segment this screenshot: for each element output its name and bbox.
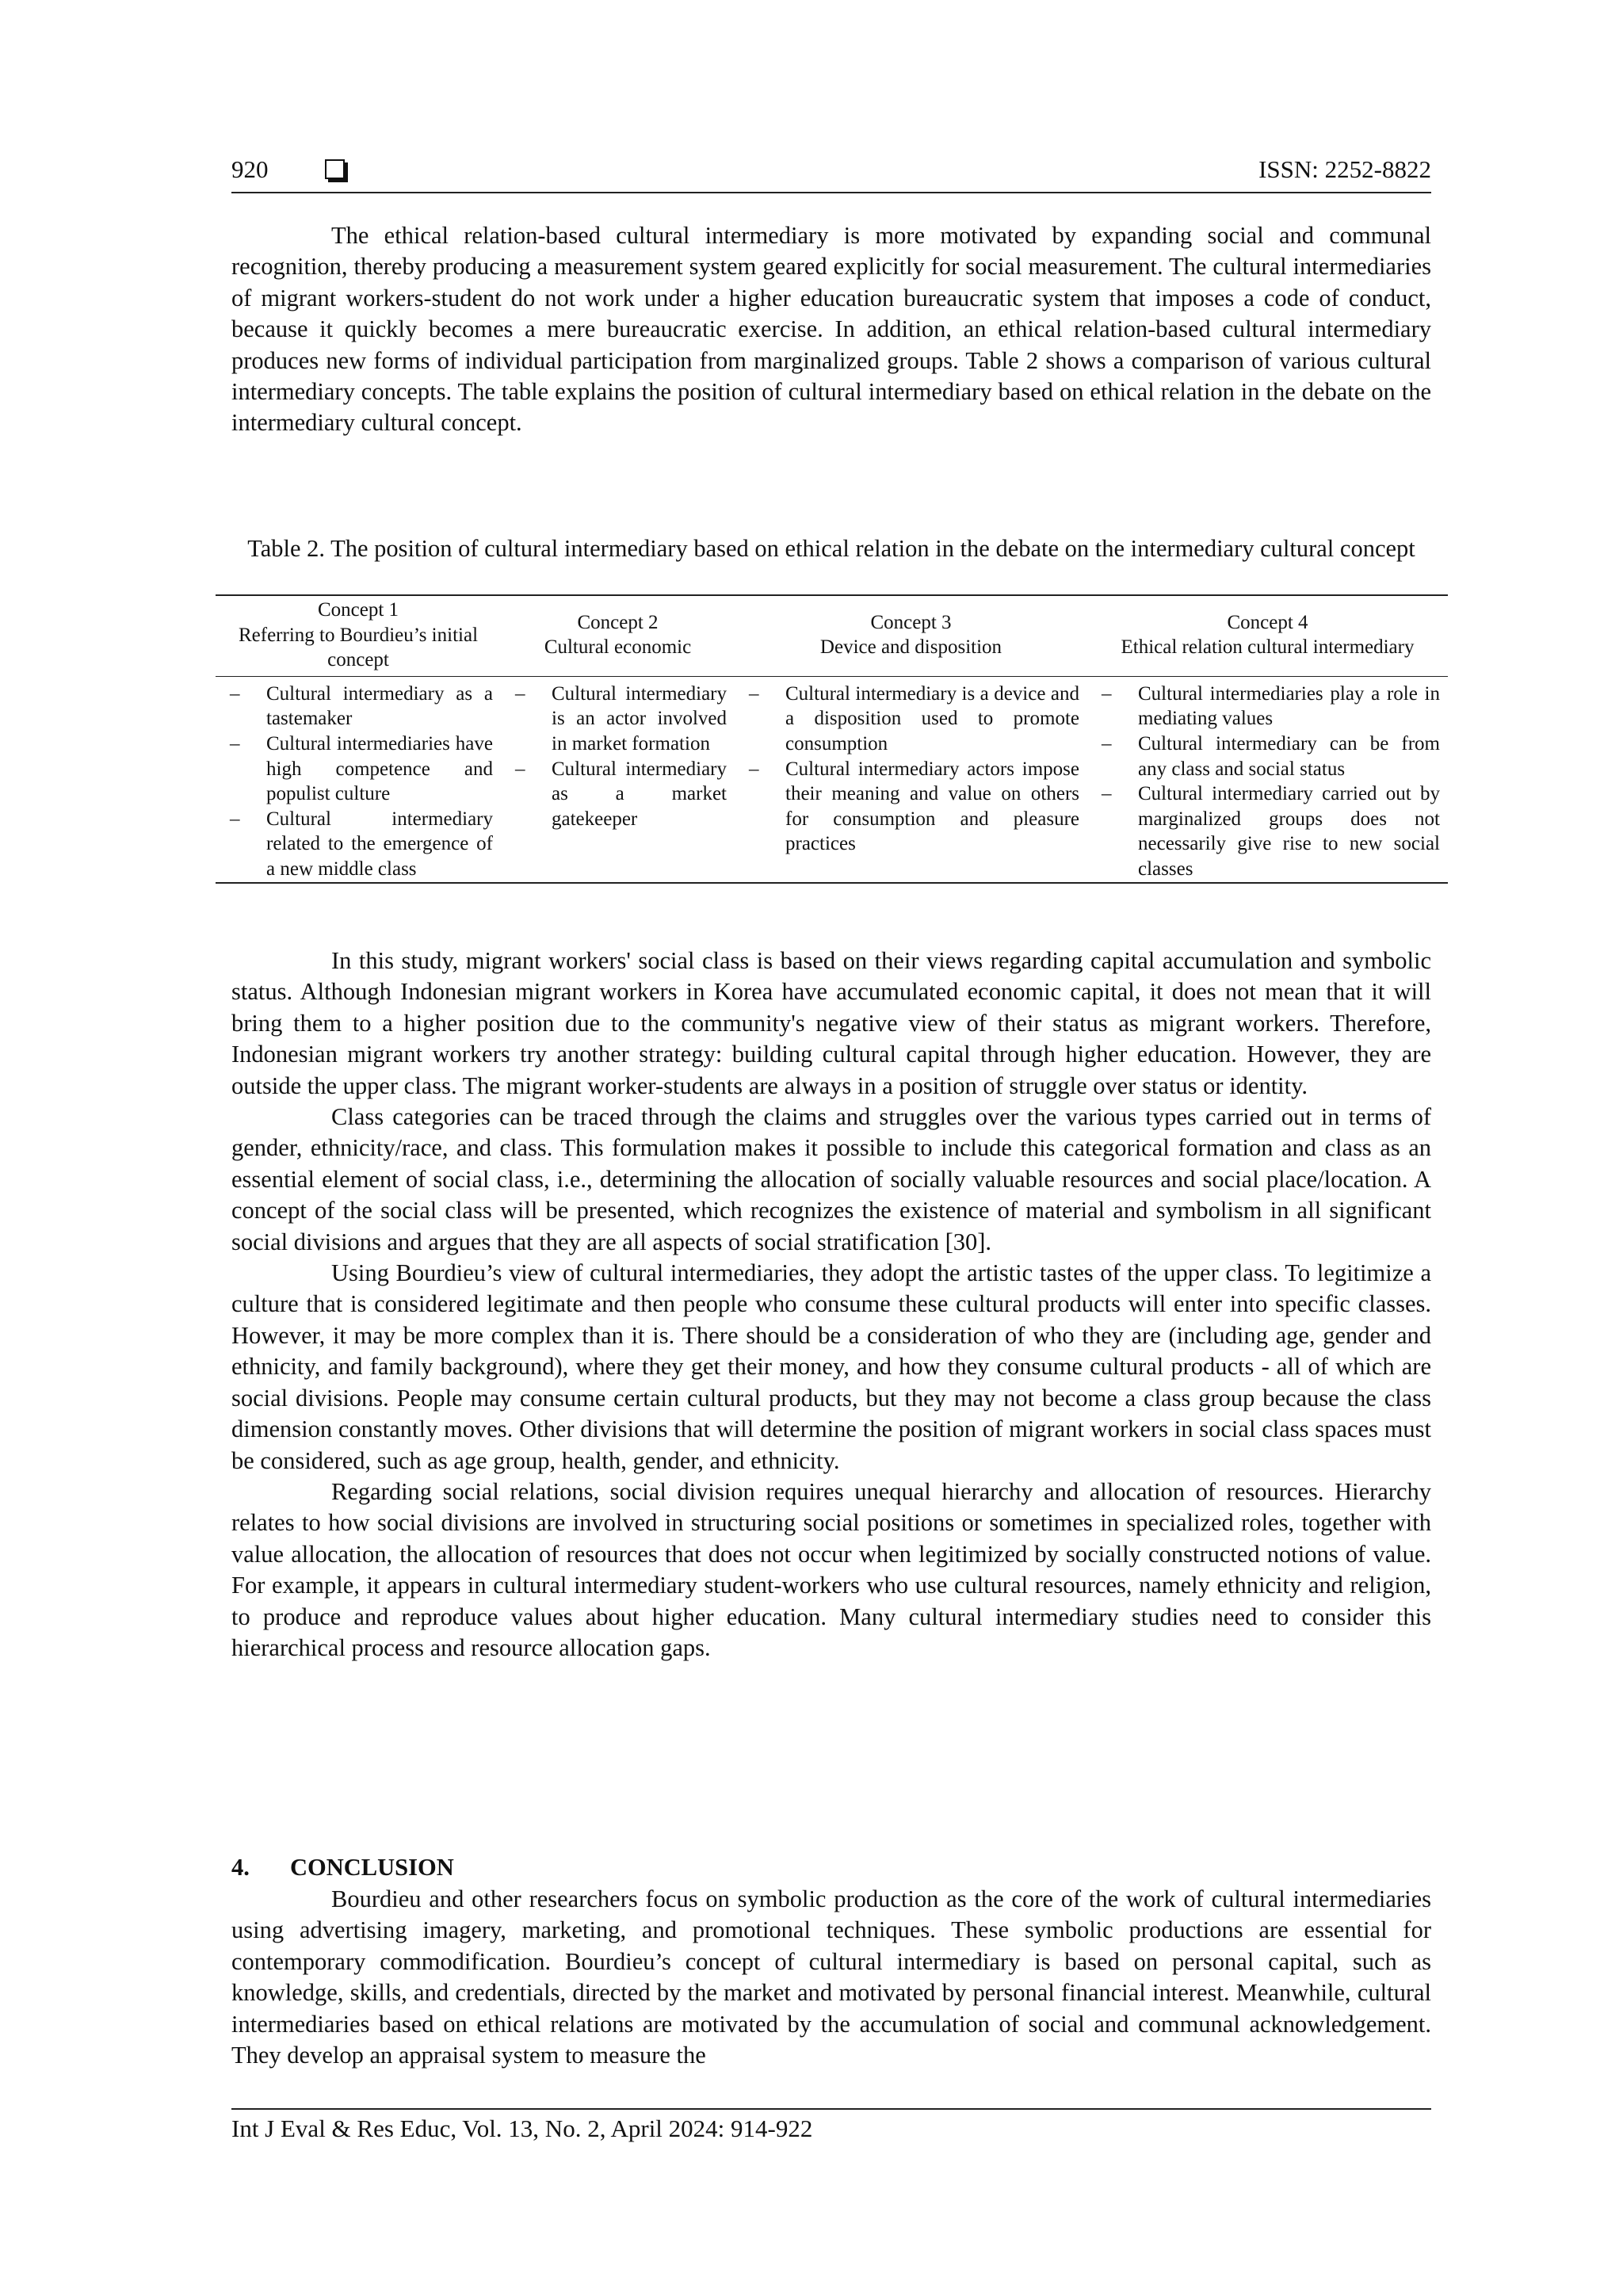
list-item: – Cultural intermediary as a market gatekeeper xyxy=(509,757,727,832)
body-text-block xyxy=(231,946,1431,1664)
list-item: – Cultural intermediaries play a role in mediating values xyxy=(1095,682,1440,732)
body-paragraph: In this study, migrant workers' social class is based on their views regarding capital accumulation and symbolic status. Although Indonesian migrant workers in Korea have accumulated economic capital, it does not mean that it will bring them to a higher position due to the community's negative view of their status as migrant workers. Therefore, Indonesian migrant workers try another strategy: building cultural capital through higher education. However, they are outside the upper class. The migrant worker-students are always in a position of struggle over status or identity. xyxy=(231,947,1431,1099)
list-item: – Cultural intermediary can be from any class and social status xyxy=(1095,732,1440,781)
column-subtitle: Ethical relation cultural intermediary xyxy=(1121,636,1415,659)
concept-table xyxy=(216,594,1448,884)
page-number: 920 xyxy=(231,155,269,183)
dash-list xyxy=(1095,682,1440,882)
column-title: Concept 2 xyxy=(577,611,659,633)
table-cell-concept-4 xyxy=(1087,676,1448,881)
concept-table-grid xyxy=(216,596,1448,882)
column-subtitle: Device and disposition xyxy=(819,636,1002,659)
list-item: – Cultural intermediaries have high competence and populist culture xyxy=(223,732,493,807)
section-title-text: CONCLUSION xyxy=(290,1854,454,1881)
body-paragraph: Bourdieu and other researchers focus on symbolic production as the core of the work of cultural intermediaries using advertising imagery, marketing, and promotional techniques. These symbolic productions are essential for contemporary commodification. Bourdieu’s concept of cultural intermediary is based on personal capital, such as knowledge, skills, and credentials, directed by the market and motivated by personal financial interest. Meanwhile, cultural intermediaries based on ethical relations are motivated by the accumulation of social and communal acknowledgement. They develop an appraisal system to measure the xyxy=(231,1885,1431,2069)
table-caption: Table 2. The position of cultural intermediary based on ethical relation in the debate on the intermediary cultural concept xyxy=(247,535,1415,562)
column-title: Concept 4 xyxy=(1227,611,1308,633)
table-header-row xyxy=(216,596,1448,676)
body-paragraph: Class categories can be traced through the claims and struggles over the various types carried out in terms of gender, ethnicity/race, and class. This formulation makes it possible to include this categorical formation and class as an essential element of social class, i.e., determining the allocation of socially valuable resources and social place/location. A concept of the social class will be presented, which recognizes the existence of material and symbolism in all significant social divisions and argues that they are all aspects of social stratification [30]. xyxy=(231,1103,1431,1255)
table-cell-concept-3 xyxy=(735,676,1087,881)
column-header-concept-1 xyxy=(216,596,501,676)
list-item: – Cultural intermediary actors impose their meaning and value on others for consumption and pleasure practices xyxy=(743,757,1079,857)
conclusion-text-block xyxy=(231,1853,1431,2071)
column-header-concept-3 xyxy=(735,596,1087,676)
column-subtitle: Referring to Bourdieu’s initial concept xyxy=(238,624,479,671)
column-subtitle: Cultural economic xyxy=(544,636,692,659)
table-cell-concept-1 xyxy=(216,676,501,881)
body-paragraph: Using Bourdieu’s view of cultural intermediaries, they adopt the artistic tastes of the upper class. To legitimize a culture that is considered legitimate and then people who consume these cultural products will enter into specific classes. However, it may be more complex than it is. There should be a consideration of who they are (including age, gender and ethnicity, and family background), where they get their money, and how they consume cultural products - all of which are social divisions. People may consume certain cultural products, but they may not become a class group because the class dimension constantly moves. Other divisions that will determine the position of migrant workers in social class spaces must be considered, such as age group, health, gender, and ethnicity. xyxy=(231,1259,1431,1474)
list-item: – Cultural intermediary related to the emergence of a new middle class xyxy=(223,807,493,882)
column-title: Concept 3 xyxy=(870,611,952,633)
list-item: – Cultural intermediary carried out by marginalized groups does not necessarily give rise to new social classes xyxy=(1095,781,1440,881)
section-number: 4. xyxy=(231,1854,250,1881)
list-item: – Cultural intermediary is a device and a disposition used to promote consumption xyxy=(743,682,1079,757)
running-header xyxy=(231,151,1431,193)
issn-label: ISSN: 2252-8822 xyxy=(1258,155,1431,183)
column-title: Concept 1 xyxy=(317,599,399,621)
list-item: – Cultural intermediary is an actor involved in market formation xyxy=(509,682,727,757)
list-item: – Cultural intermediary as a tastemaker xyxy=(223,682,493,732)
intro-paragraph-block xyxy=(231,220,1431,439)
table-cell-concept-2 xyxy=(501,676,735,881)
body-paragraph: The ethical relation-based cultural intermediary is more motivated by expanding social and communal recognition, thereby producing a measurement system geared explicitly for social measurement. The cultural intermediaries of migrant workers-student do not work under a higher education bureaucratic system that imposes a code of conduct, because it quickly becomes a mere bureaucratic exercise. In addition, an ethical relation-based cultural intermediary produces new forms of individual participation from marginalized groups. Table 2 shows a comparison of various cultural intermediary concepts. The table explains the position of cultural intermediary based on ethical relation in the debate on the intermediary cultural concept. xyxy=(231,222,1431,437)
table-row xyxy=(216,676,1448,881)
checkbox-square-icon xyxy=(325,159,345,179)
running-footer: Int J Eval & Res Educ, Vol. 13, No. 2, April 2024: 914-922 xyxy=(231,2108,1431,2143)
body-paragraph: Regarding social relations, social division requires unequal hierarchy and allocation of resources. Hierarchy relates to how social divisions are involved in structuring social positions or sometimes in specialized roles, together with value allocation, the allocation of resources that does not occur when legitimized by socially constructed notions of value. For example, it appears in cultural intermediary student-workers who use cultural resources, namely ethnicity and religion, to produce and reproduce values about higher education. Many cultural intermediary studies need to consider this hierarchical process and resource allocation gaps. xyxy=(231,1477,1431,1661)
dash-list xyxy=(743,682,1079,857)
dash-list xyxy=(509,682,727,832)
dash-list xyxy=(223,682,493,882)
column-header-concept-2 xyxy=(501,596,735,676)
column-header-concept-4 xyxy=(1087,596,1448,676)
